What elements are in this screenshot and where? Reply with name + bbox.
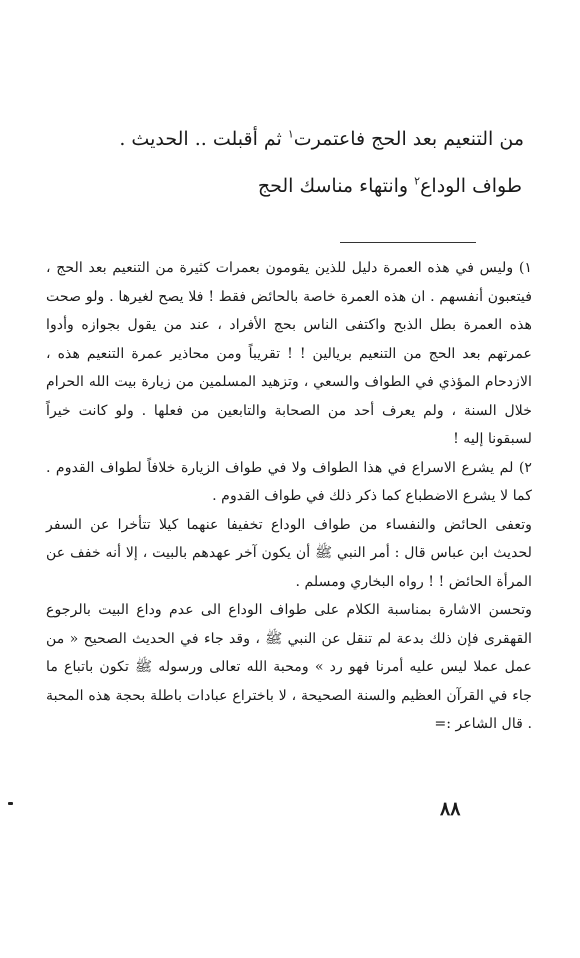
main-text-line-2-text: طواف الوداع$^٢$ وانتهاء مناسك الحج xyxy=(257,175,522,198)
main-text-line-2 xyxy=(258,170,522,198)
footnote-separator-rule xyxy=(340,242,476,243)
footnotes-section xyxy=(46,254,532,739)
footnote-paragraph-3: وتعفى الحائض والنفساء من طواف الوداع تخفيفا عنهما كيلا تتأخرا عن السفر لحديث ابن عباس قال : أمر النبي ﷺ أن يكون آخر عهدهم بالبيت ، إلا أنه خفف عن المرأة الحائض ! ! رواه البخاري ومسلم . xyxy=(46,516,532,590)
footnote-paragraph-4: وتحسن الاشارة بمناسبة الكلام على طواف الوداع الى عدم وداع البيت بالرجوع القهقرى فإن ذلك بدعة لم تنقل عن النبي ﷺ ، وقد جاء في الحديث الصحيح « من عمل عملا ليس عليه أمرنا فهو رد » ومحبة الله تعالى ورسوله ﷺ تكون باتباع ما جاء في القرآن العظيم والسنة الصحيحة ، لا باختراع عبادات باطلة بحجة هذه المحبة . قال الشاعر := xyxy=(46,602,532,732)
footnote-2: ٢) لم يشرع الاسراع في هذا الطواف ولا في طواف الزيارة خلافاً لطواف القدوم . كما لا يشرع الاضطباع كما ذكر ذلك في طواف القدوم . xyxy=(46,459,532,504)
margin-mark xyxy=(8,802,13,805)
main-text-line-1 xyxy=(119,123,524,151)
footnote-ref-line2_ref: ٢ xyxy=(414,175,421,188)
footnote-1: ١) وليس في هذه العمرة دليل للذين يقومون بعمرات كثيرة من التنعيم بعد الحج ، فيتعبون أنفسهم . ان هذه العمرة خاصة بالحائض فقط ! فلا يصح لغيرها . ولو صحت هذه العمرة بطل الذبح واكتفى الناس بحج الأفراد ، عند من يقول بجوازه وأدوا عمرتهم بعد الحج من التنعيم بريالين ! ! تقريباً ومن محاذير عمرة التنعيم هذه ، الازدحام المؤذي في الطواف والسعي ، وتزهيد المسلمين من زيارة بيت الله الحرام خلال السنة ، ولم يعرف أحد من الصحابة والتابعين من فعلها . ولو كانت خيراً لسبقونا إليه ! xyxy=(46,260,532,447)
footnote-ref-line1_ref: ١ xyxy=(287,128,294,141)
page-number: ٨٨ xyxy=(440,798,461,820)
main-text-line-1-text: من التنعيم بعد الحج فاعتمرت$^١$ ثم أقبلت .. الحديث . xyxy=(119,128,524,151)
